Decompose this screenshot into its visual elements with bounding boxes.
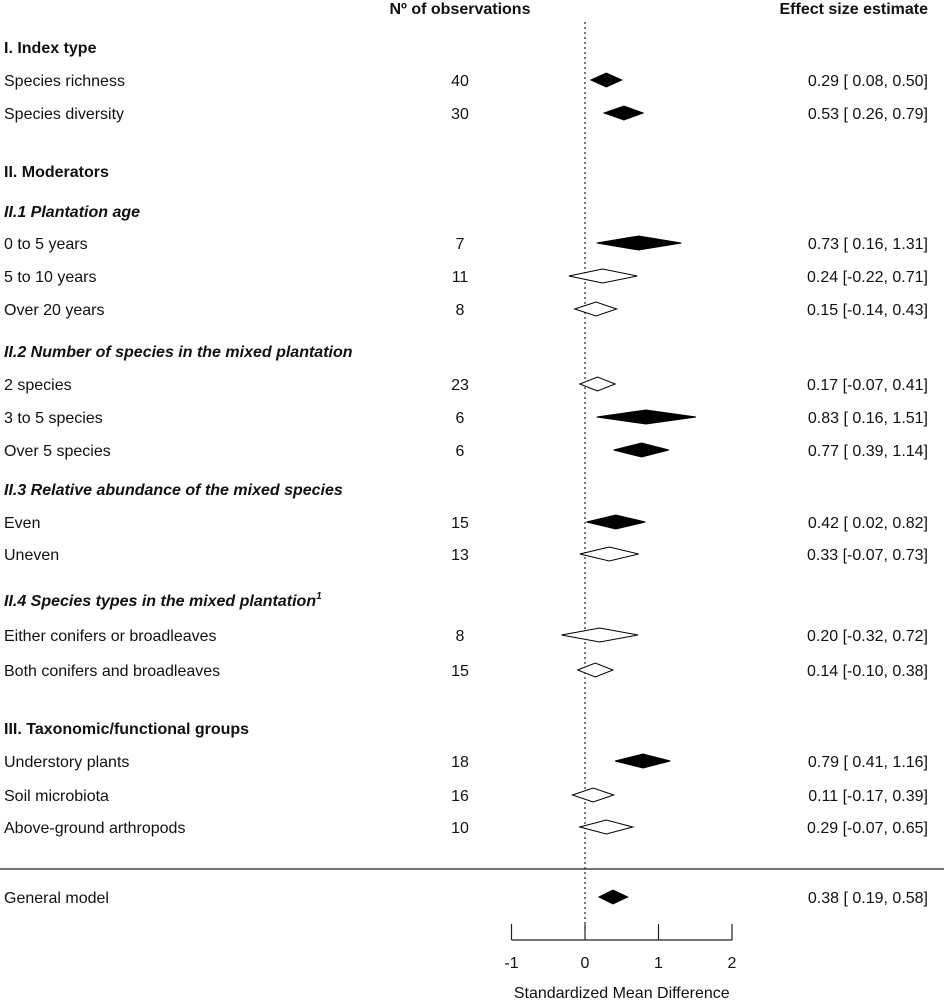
row-n-uneven: 13 (451, 547, 469, 564)
row-label-5-to-10-years: 5 to 10 years (4, 269, 97, 286)
effect-diamond-5-to-10-years (569, 269, 637, 283)
row-label-even: Even (4, 515, 41, 532)
row-label-understory-plants: Understory plants (4, 754, 130, 771)
row-estimate-species-diversity: 0.53 [ 0.26, 0.79] (807, 106, 928, 123)
footnote-marker: 1 (316, 591, 322, 602)
row-label-species-richness: Species richness (4, 73, 125, 90)
row-estimate-over-20-years: 0.15 [-0.14, 0.43] (807, 302, 928, 319)
effect-diamond-3-to-5-species (597, 410, 696, 424)
row-label-0-to-5-years: 0 to 5 years (4, 236, 88, 253)
row-estimate-over-5-species: 0.77 [ 0.39, 1.14] (807, 443, 928, 460)
rows-layer (0, 40, 944, 907)
row-label-species-diversity: Species diversity (4, 106, 125, 123)
row-n-even: 15 (451, 515, 469, 532)
x-tick-label: 0 (580, 955, 590, 972)
row-n-species-richness: 40 (451, 73, 469, 90)
observations-header: Nº of observations (389, 1, 531, 18)
x-tick-label: 2 (727, 955, 737, 972)
row-label-above-ground-arthropods: Above-ground arthropods (4, 820, 186, 837)
row-estimate-general-model: 0.38 [ 0.19, 0.58] (807, 890, 928, 907)
effect-diamond-0-to-5-years (597, 236, 682, 250)
effect-diamond-either-conifers-or-broadleaves (561, 628, 637, 642)
row-label-3-to-5-species: 3 to 5 species (4, 410, 103, 427)
row-estimate-5-to-10-years: 0.24 [-0.22, 0.71] (807, 269, 928, 286)
effect-diamond-understory-plants (615, 754, 670, 768)
row-label-either-conifers-or-broadleaves: Either conifers or broadleaves (4, 628, 217, 645)
effect-diamond-species-diversity (604, 106, 643, 120)
section-heading: II. Moderators (4, 164, 109, 181)
section-heading: I. Index type (4, 40, 97, 57)
row-n-3-to-5-species: 6 (455, 410, 465, 427)
effect-diamond-even (586, 515, 645, 529)
row-n-5-to-10-years: 11 (451, 269, 469, 286)
row-label-uneven: Uneven (4, 547, 60, 564)
section-heading: III. Taxonomic/functional groups (4, 721, 250, 738)
row-estimate-understory-plants: 0.79 [ 0.41, 1.16] (807, 754, 928, 771)
effect-diamond-above-ground-arthropods (580, 820, 633, 834)
row-n-either-conifers-or-broadleaves: 8 (455, 628, 465, 645)
row-label-general-model: General model (4, 890, 109, 907)
row-n-both-conifers-and-broadleaves: 15 (451, 663, 469, 680)
row-n-understory-plants: 18 (451, 754, 469, 771)
row-estimate-above-ground-arthropods: 0.29 [-0.07, 0.65] (807, 820, 928, 837)
row-n-species-diversity: 30 (451, 106, 469, 123)
row-estimate-either-conifers-or-broadleaves: 0.20 [-0.32, 0.72] (807, 628, 928, 645)
row-label-soil-microbiota: Soil microbiota (4, 788, 109, 805)
effect-diamond-over-5-species (614, 443, 669, 457)
row-label-over-5-species: Over 5 species (4, 443, 111, 460)
x-tick-label: -1 (504, 955, 519, 972)
row-n-over-5-species: 6 (455, 443, 465, 460)
row-label-both-conifers-and-broadleaves: Both conifers and broadleaves (4, 663, 221, 680)
effect-size-header: Effect size estimate (779, 1, 928, 18)
row-n-0-to-5-years: 7 (455, 236, 465, 253)
subsection-heading: II.4 Species types in the mixed plantation$^1$ (4, 591, 322, 610)
effect-diamond-species-richness (591, 73, 622, 87)
effect-diamond-soil-microbiota (573, 788, 614, 802)
subsection-heading: II.2 Number of species in the mixed plantation (4, 344, 353, 361)
subsection-heading: II.1 Plantation age (4, 204, 141, 221)
row-estimate-uneven: 0.33 [-0.07, 0.73] (807, 547, 928, 564)
row-estimate-soil-microbiota: 0.11 [-0.17, 0.39] (808, 788, 928, 805)
row-estimate-both-conifers-and-broadleaves: 0.14 [-0.10, 0.38] (807, 663, 928, 680)
row-label-over-20-years: Over 20 years (4, 302, 105, 319)
row-label-2-species: 2 species (4, 377, 72, 394)
effect-diamond-general-model (599, 890, 628, 904)
effect-diamond-uneven (580, 547, 639, 561)
row-estimate-0-to-5-years: 0.73 [ 0.16, 1.31] (807, 236, 928, 253)
subsection-heading: II.3 Relative abundance of the mixed species (4, 482, 343, 499)
row-n-soil-microbiota: 16 (451, 788, 469, 805)
x-tick-label: 1 (654, 955, 663, 972)
row-estimate-even: 0.42 [ 0.02, 0.82] (807, 515, 928, 532)
row-estimate-3-to-5-species: 0.83 [ 0.16, 1.51] (807, 410, 928, 427)
row-n-above-ground-arthropods: 10 (451, 820, 469, 837)
x-axis-label: Standardized Mean Difference (513, 985, 730, 1000)
row-estimate-2-species: 0.17 [-0.07, 0.41] (807, 377, 928, 394)
row-estimate-species-richness: 0.29 [ 0.08, 0.50] (807, 73, 928, 90)
row-n-2-species: 23 (451, 377, 469, 394)
effect-diamond-over-20-years (575, 302, 617, 316)
x-axis (504, 924, 736, 1000)
effect-diamond-both-conifers-and-broadleaves (578, 663, 613, 677)
row-n-over-20-years: 8 (455, 302, 465, 319)
